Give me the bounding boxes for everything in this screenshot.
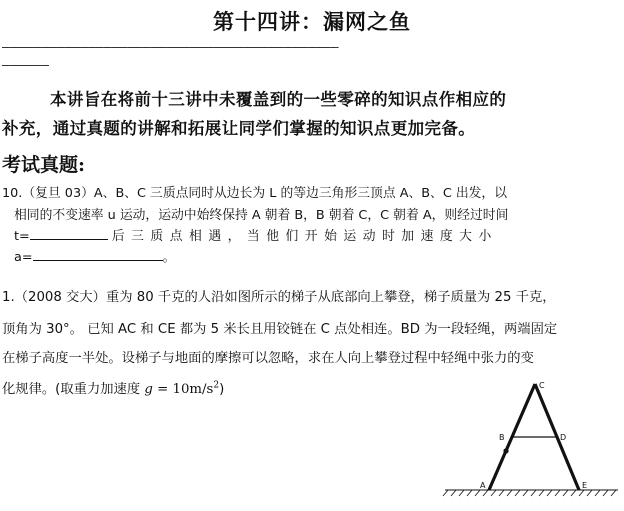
time-answer-blank (30, 227, 108, 240)
ground-hatching (443, 490, 616, 496)
time-label: t= (14, 229, 30, 244)
question-1-line-1: 10.（复旦 03）A、B、C 三质点同时从边长为 L 的等边三角形三顶点 A、B、C 出发，以 (2, 186, 508, 201)
question-2-line-1: 1.（2008 交大）重为 80 千克的人沿如图所示的梯子从底部向上攀登，梯子质量为 25 千克， (2, 290, 556, 305)
question-1-line-4-end: 。 (162, 250, 176, 265)
question-1-line-2: 相同的不变速率 u 运动，运动中始终保持 A 朝着 B，B 朝着 C，C 朝着 A，则经过时间 (14, 208, 509, 223)
intro-line-1: 本讲旨在将前十三讲中未覆盖到的一些零碎的知识点作相应的 (50, 90, 507, 109)
label-e: E (582, 481, 588, 490)
label-b: B (499, 433, 505, 442)
divider-line-1: ——————————————————————————————————————————— (2, 40, 339, 55)
page-title: 第十四讲：漏网之鱼 (213, 9, 411, 34)
intro-line-2: 补充，通过真题的讲解和拓展让同学们掌握的知识点更加完备。 (2, 119, 476, 138)
label-a: A (480, 481, 486, 490)
label-c: C (539, 381, 545, 390)
question-2-line-4-end: ) (219, 382, 225, 397)
question-1-line-3-text: 后三质点相遇，当他们开始运动时加速度大小 (111, 229, 498, 244)
formula-g: g (144, 382, 153, 397)
formula-value: = 10m/s (152, 382, 214, 397)
ladder-diagram (440, 380, 620, 508)
question-2-line-2: 顶角为 30°。 已知 AC 和 CE 都为 5 米长且用铰链在 C 点处相连。BD 为一段轻绳，两端固定 (2, 322, 558, 337)
label-d: D (560, 433, 567, 442)
question-2-line-3: 在梯子高度一半处。设梯子与地面的摩擦可以忽略，求在人向上攀登过程中轻绳中张力的变 (2, 351, 534, 366)
section-title: 考试真题: (2, 154, 86, 176)
acceleration-label: a= (14, 250, 33, 265)
question-1-line-4 (14, 246, 175, 265)
question-1-line-3 (14, 225, 498, 244)
person-point (503, 448, 508, 453)
question-2-line-4 (2, 378, 224, 397)
acceleration-answer-blank (33, 248, 163, 261)
divider-line-2: —————— (2, 58, 49, 73)
question-2-line-4-text: 化规律。(取重力加速度 (2, 382, 145, 397)
gravity-formula (144, 382, 219, 397)
formula-exponent: 2 (213, 380, 220, 391)
